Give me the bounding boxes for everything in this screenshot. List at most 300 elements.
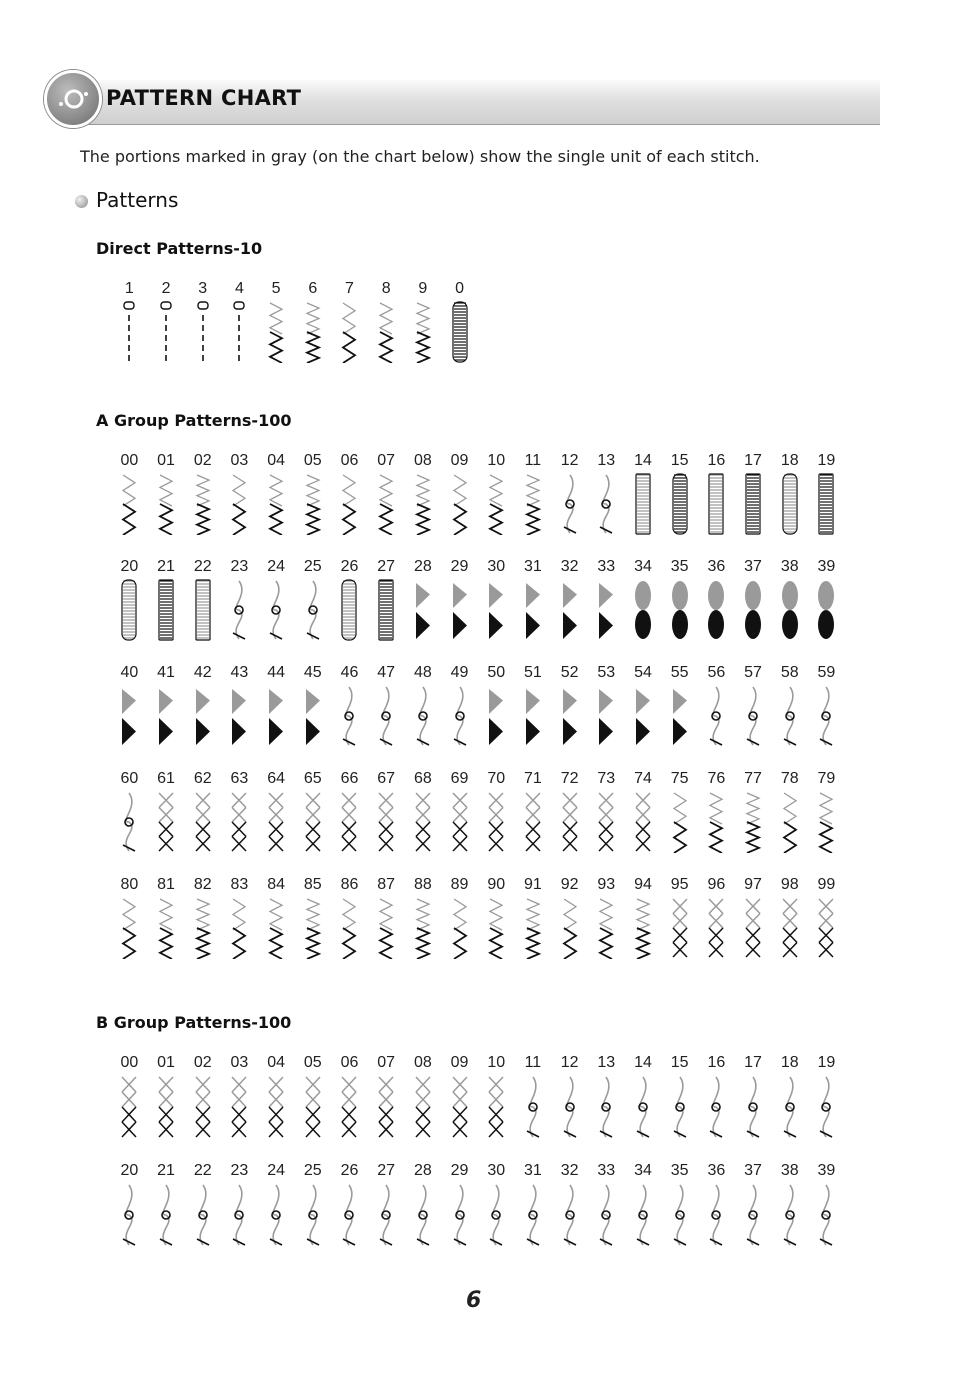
group-b-pattern-33 xyxy=(588,1161,625,1247)
stitch-pattern-icon xyxy=(775,789,805,853)
stitch-pattern-icon xyxy=(371,789,401,853)
stitch-pattern-icon xyxy=(701,1073,731,1139)
pattern-number: 51 xyxy=(524,664,542,681)
stitch-pattern-icon xyxy=(298,895,328,959)
group-b-pattern-30 xyxy=(478,1161,515,1247)
direct-pattern-2 xyxy=(148,279,185,363)
group-a-pattern-01 xyxy=(148,451,185,535)
pattern-number: 57 xyxy=(744,664,762,681)
pattern-number: 22 xyxy=(193,1162,212,1179)
group-b-pattern-28 xyxy=(405,1161,442,1247)
stitch-pattern-icon xyxy=(628,471,658,535)
stitch-pattern-icon xyxy=(738,577,768,641)
stitch-pattern-icon xyxy=(224,683,254,747)
group-a-pattern-96 xyxy=(698,875,735,959)
stitch-pattern-icon xyxy=(188,789,218,853)
pattern-number: 5 xyxy=(271,280,281,297)
pattern-number: 16 xyxy=(707,1054,726,1071)
stitch-pattern-icon xyxy=(445,789,475,853)
pattern-number: 45 xyxy=(303,664,322,681)
pattern-number: 01 xyxy=(157,452,175,469)
stitch-pattern-icon xyxy=(555,577,585,641)
group-b-pattern-18 xyxy=(771,1053,808,1139)
pattern-number: 30 xyxy=(487,558,506,575)
pattern-number: 59 xyxy=(817,664,836,681)
stitch-pattern-icon xyxy=(188,895,218,959)
stitch-pattern-icon xyxy=(371,577,401,641)
pattern-number: 8 xyxy=(381,280,391,297)
direct-pattern-5 xyxy=(258,279,295,363)
group-a-pattern-77 xyxy=(735,769,772,853)
pattern-number: 4 xyxy=(234,280,244,297)
group-a-pattern-64 xyxy=(258,769,295,853)
group-a-pattern-18 xyxy=(771,451,808,535)
pattern-number: 13 xyxy=(597,452,616,469)
group-a-pattern-47 xyxy=(368,663,405,747)
stitch-pattern-icon xyxy=(738,471,768,535)
stitch-pattern-icon xyxy=(811,789,841,853)
pattern-number: 70 xyxy=(487,770,506,787)
stitch-pattern-icon xyxy=(151,577,181,641)
pattern-number: 81 xyxy=(157,876,175,893)
stitch-pattern-icon xyxy=(628,1181,658,1247)
group-b-pattern-22 xyxy=(184,1161,221,1247)
stitch-pattern-icon xyxy=(518,1181,548,1247)
group-a-pattern-87 xyxy=(368,875,405,959)
pattern-number: 75 xyxy=(670,770,689,787)
pattern-number: 36 xyxy=(707,558,726,575)
group-a-pattern-46 xyxy=(331,663,368,747)
stitch-pattern-icon xyxy=(188,299,218,363)
stitch-pattern-icon xyxy=(555,1073,585,1139)
group-a-pattern-32 xyxy=(551,557,588,641)
pattern-number: 39 xyxy=(817,1162,836,1179)
stitch-pattern-icon xyxy=(738,683,768,747)
stitch-pattern-icon xyxy=(481,577,511,641)
group-a-pattern-16 xyxy=(698,451,735,535)
stitch-pattern-icon xyxy=(188,577,218,641)
stitch-pattern-icon xyxy=(334,789,364,853)
group-a-pattern-92 xyxy=(551,875,588,959)
pattern-number: 04 xyxy=(267,452,285,469)
group-a-pattern-34 xyxy=(625,557,662,641)
stitch-pattern-icon xyxy=(334,895,364,959)
pattern-number: 95 xyxy=(670,876,689,893)
group-a-pattern-93 xyxy=(588,875,625,959)
group-a-grid xyxy=(111,451,845,959)
stitch-pattern-icon xyxy=(114,471,144,535)
pattern-number: 91 xyxy=(524,876,542,893)
group-b-pattern-23 xyxy=(221,1161,258,1247)
stitch-pattern-icon xyxy=(701,895,731,959)
pattern-number: 37 xyxy=(744,558,762,575)
pattern-number: 21 xyxy=(157,558,175,575)
pattern-number: 96 xyxy=(707,876,726,893)
pattern-number: 25 xyxy=(303,558,322,575)
pattern-number: 89 xyxy=(450,876,469,893)
stitch-pattern-icon xyxy=(665,1073,695,1139)
pattern-number: 26 xyxy=(340,558,359,575)
stitch-pattern-icon xyxy=(701,471,731,535)
pattern-number: 22 xyxy=(193,558,212,575)
group-a-pattern-11 xyxy=(515,451,552,535)
stitch-pattern-icon xyxy=(408,789,438,853)
stitch-pattern-icon xyxy=(701,789,731,853)
group-a-pattern-68 xyxy=(405,769,442,853)
stitch-pattern-icon xyxy=(481,1073,511,1139)
pattern-number: 33 xyxy=(597,1162,616,1179)
stitch-pattern-icon xyxy=(701,683,731,747)
stitch-pattern-icon xyxy=(738,1073,768,1139)
pattern-number: 67 xyxy=(377,770,396,787)
group-a-pattern-69 xyxy=(441,769,478,853)
pattern-number: 32 xyxy=(560,1162,579,1179)
pattern-number: 23 xyxy=(230,1162,249,1179)
group-a-pattern-63 xyxy=(221,769,258,853)
pattern-number: 90 xyxy=(487,876,506,893)
group-b-pattern-29 xyxy=(441,1161,478,1247)
group-a-pattern-78 xyxy=(771,769,808,853)
pattern-number: 71 xyxy=(524,770,542,787)
stitch-pattern-icon xyxy=(628,895,658,959)
group-a-pattern-94 xyxy=(625,875,662,959)
group-a-pattern-85 xyxy=(294,875,331,959)
stitch-pattern-icon xyxy=(518,577,548,641)
group-a-pattern-13 xyxy=(588,451,625,535)
group-a-pattern-75 xyxy=(661,769,698,853)
stitch-pattern-icon xyxy=(738,895,768,959)
pattern-number: 06 xyxy=(340,452,359,469)
pattern-number: 41 xyxy=(157,664,175,681)
direct-pattern-0 xyxy=(441,279,478,363)
stitch-pattern-icon xyxy=(334,1073,364,1139)
group-b-pattern-06 xyxy=(331,1053,368,1139)
group-a-pattern-43 xyxy=(221,663,258,747)
group-b-pattern-16 xyxy=(698,1053,735,1139)
group-a-pattern-23 xyxy=(221,557,258,641)
stitch-pattern-icon xyxy=(555,895,585,959)
pattern-number: 34 xyxy=(634,558,652,575)
stitch-pattern-icon xyxy=(114,299,144,363)
group-b-pattern-02 xyxy=(184,1053,221,1139)
stitch-pattern-icon xyxy=(408,1073,438,1139)
pattern-number: 32 xyxy=(560,558,579,575)
stitch-pattern-icon xyxy=(408,577,438,641)
stitch-pattern-icon xyxy=(114,1181,144,1247)
pattern-number: 7 xyxy=(345,280,354,297)
pattern-number: 16 xyxy=(707,452,726,469)
group-a-pattern-37 xyxy=(735,557,772,641)
group-b-pattern-09 xyxy=(441,1053,478,1139)
intro-text: The portions marked in gray (on the chart below) show the single unit of each stitch. xyxy=(80,147,760,166)
pattern-number: 12 xyxy=(560,1054,579,1071)
section-title: Patterns xyxy=(96,188,179,212)
stitch-pattern-icon xyxy=(811,471,841,535)
group-a-pattern-09 xyxy=(441,451,478,535)
stitch-pattern-icon xyxy=(334,299,364,363)
pattern-number: 20 xyxy=(120,558,139,575)
group-a-pattern-05 xyxy=(294,451,331,535)
pattern-number: 54 xyxy=(634,664,652,681)
pattern-number: 82 xyxy=(193,876,212,893)
group-b-pattern-20 xyxy=(111,1161,148,1247)
group-b-pattern-17 xyxy=(735,1053,772,1139)
stitch-pattern-icon xyxy=(408,1181,438,1247)
group-b-pattern-21 xyxy=(148,1161,185,1247)
group-a-pattern-41 xyxy=(148,663,185,747)
pattern-number: 74 xyxy=(634,770,652,787)
group-a-pattern-33 xyxy=(588,557,625,641)
pattern-number: 93 xyxy=(597,876,616,893)
group-a-pattern-22 xyxy=(184,557,221,641)
group-a-pattern-07 xyxy=(368,451,405,535)
pattern-number: 46 xyxy=(340,664,359,681)
group-a-pattern-50 xyxy=(478,663,515,747)
stitch-pattern-icon xyxy=(665,683,695,747)
stitch-pattern-icon xyxy=(371,895,401,959)
group-a-pattern-90 xyxy=(478,875,515,959)
pattern-number: 24 xyxy=(267,1162,285,1179)
group-a-pattern-81 xyxy=(148,875,185,959)
stitch-pattern-icon xyxy=(224,895,254,959)
group-a-pattern-72 xyxy=(551,769,588,853)
group-a-pattern-83 xyxy=(221,875,258,959)
pattern-number: 05 xyxy=(303,452,322,469)
group-b-pattern-34 xyxy=(625,1161,662,1247)
pattern-number: 31 xyxy=(524,558,542,575)
pattern-number: 06 xyxy=(340,1054,359,1071)
stitch-pattern-icon xyxy=(224,1181,254,1247)
pattern-number: 79 xyxy=(817,770,836,787)
group-a-pattern-60 xyxy=(111,769,148,853)
pattern-number: 31 xyxy=(524,1162,542,1179)
pattern-number: 6 xyxy=(308,280,318,297)
stitch-pattern-icon xyxy=(371,1073,401,1139)
group-b-pattern-31 xyxy=(515,1161,552,1247)
pattern-number: 23 xyxy=(230,558,249,575)
stitch-pattern-icon xyxy=(555,1181,585,1247)
stitch-pattern-icon xyxy=(555,683,585,747)
group-a-pattern-03 xyxy=(221,451,258,535)
pattern-number: 84 xyxy=(267,876,285,893)
group-a-pattern-49 xyxy=(441,663,478,747)
group-a-pattern-71 xyxy=(515,769,552,853)
pattern-number: 64 xyxy=(267,770,285,787)
stitch-pattern-icon xyxy=(151,299,181,363)
stitch-pattern-icon xyxy=(481,789,511,853)
pattern-number: 11 xyxy=(524,452,542,469)
pattern-number: 12 xyxy=(560,452,579,469)
stitch-pattern-icon xyxy=(775,1181,805,1247)
stitch-pattern-icon xyxy=(665,1181,695,1247)
stitch-pattern-icon xyxy=(408,299,438,363)
pattern-number: 50 xyxy=(487,664,506,681)
stitch-pattern-icon xyxy=(445,895,475,959)
stitch-pattern-icon xyxy=(445,299,475,363)
group-a-pattern-58 xyxy=(771,663,808,747)
stitch-pattern-icon xyxy=(261,1181,291,1247)
group-b-pattern-04 xyxy=(258,1053,295,1139)
pattern-number: 0 xyxy=(455,280,464,297)
pattern-number: 78 xyxy=(780,770,799,787)
pattern-number: 86 xyxy=(340,876,359,893)
direct-pattern-6 xyxy=(294,279,331,363)
group-a-pattern-12 xyxy=(551,451,588,535)
stitch-pattern-icon xyxy=(114,1073,144,1139)
group-b-pattern-36 xyxy=(698,1161,735,1247)
group-a-pattern-56 xyxy=(698,663,735,747)
pattern-number: 17 xyxy=(744,1054,762,1071)
pattern-number: 08 xyxy=(413,1054,432,1071)
stitch-pattern-icon xyxy=(701,1181,731,1247)
page-title: PATTERN CHART xyxy=(106,86,302,110)
pattern-number: 28 xyxy=(413,558,432,575)
stitch-pattern-icon xyxy=(665,471,695,535)
pattern-number: 09 xyxy=(450,452,469,469)
stitch-pattern-icon xyxy=(665,789,695,853)
group-b-pattern-27 xyxy=(368,1161,405,1247)
stitch-pattern-icon xyxy=(701,577,731,641)
stitch-pattern-icon xyxy=(445,577,475,641)
stitch-pattern-icon xyxy=(408,683,438,747)
group-a-pattern-48 xyxy=(405,663,442,747)
stitch-pattern-icon xyxy=(224,471,254,535)
pattern-number: 9 xyxy=(418,280,428,297)
pattern-number: 33 xyxy=(597,558,616,575)
group-b-pattern-26 xyxy=(331,1161,368,1247)
group-a-pattern-97 xyxy=(735,875,772,959)
pattern-number: 63 xyxy=(230,770,249,787)
stitch-pattern-icon xyxy=(738,789,768,853)
pattern-number: 62 xyxy=(193,770,212,787)
stitch-pattern-icon xyxy=(738,1181,768,1247)
pattern-number: 88 xyxy=(413,876,432,893)
stitch-pattern-icon xyxy=(261,683,291,747)
group-a-pattern-20 xyxy=(111,557,148,641)
pattern-number: 68 xyxy=(413,770,432,787)
group-a-pattern-10 xyxy=(478,451,515,535)
group-a-pattern-25 xyxy=(294,557,331,641)
stitch-pattern-icon xyxy=(114,789,144,853)
group-a-pattern-76 xyxy=(698,769,735,853)
pattern-number: 94 xyxy=(634,876,652,893)
group-a-pattern-88 xyxy=(405,875,442,959)
pattern-number: 37 xyxy=(744,1162,762,1179)
pattern-number: 43 xyxy=(230,664,249,681)
group-a-pattern-14 xyxy=(625,451,662,535)
stitch-pattern-icon xyxy=(481,1181,511,1247)
stitch-pattern-icon xyxy=(298,789,328,853)
group-a-pattern-29 xyxy=(441,557,478,641)
stitch-pattern-icon xyxy=(628,789,658,853)
direct-patterns-title: Direct Patterns-10 xyxy=(96,239,263,258)
pattern-number: 14 xyxy=(634,452,652,469)
stitch-pattern-icon xyxy=(261,789,291,853)
pattern-number: 1 xyxy=(124,280,134,297)
stitch-pattern-icon xyxy=(591,683,621,747)
pattern-number: 92 xyxy=(560,876,579,893)
pattern-number: 10 xyxy=(487,1054,506,1071)
stitch-pattern-icon xyxy=(151,789,181,853)
pattern-number: 01 xyxy=(157,1054,175,1071)
group-b-pattern-24 xyxy=(258,1161,295,1247)
pattern-number: 49 xyxy=(450,664,469,681)
stitch-pattern-icon xyxy=(371,471,401,535)
stitch-pattern-icon xyxy=(151,1181,181,1247)
stitch-pattern-icon xyxy=(224,789,254,853)
group-a-pattern-59 xyxy=(808,663,845,747)
stitch-pattern-icon xyxy=(334,683,364,747)
group-a-pattern-15 xyxy=(661,451,698,535)
stitch-pattern-icon xyxy=(811,895,841,959)
group-a-pattern-61 xyxy=(148,769,185,853)
group-a-pattern-99 xyxy=(808,875,845,959)
group-a-pattern-66 xyxy=(331,769,368,853)
group-a-pattern-42 xyxy=(184,663,221,747)
stitch-pattern-icon xyxy=(445,1073,475,1139)
pattern-number: 35 xyxy=(670,558,689,575)
stitch-pattern-icon xyxy=(114,895,144,959)
pattern-number: 24 xyxy=(267,558,285,575)
stitch-pattern-icon xyxy=(481,683,511,747)
stitch-pattern-icon xyxy=(481,895,511,959)
pattern-number: 34 xyxy=(634,1162,652,1179)
pattern-number: 05 xyxy=(303,1054,322,1071)
pattern-number: 98 xyxy=(780,876,799,893)
direct-pattern-8 xyxy=(368,279,405,363)
stitch-pattern-icon xyxy=(298,1073,328,1139)
page-number: 6 xyxy=(466,1288,482,1313)
pattern-number: 38 xyxy=(780,558,799,575)
pattern-number: 38 xyxy=(780,1162,799,1179)
direct-pattern-3 xyxy=(184,279,221,363)
direct-pattern-4 xyxy=(221,279,258,363)
group-b-pattern-12 xyxy=(551,1053,588,1139)
pattern-number: 18 xyxy=(780,452,799,469)
stitch-pattern-icon xyxy=(371,683,401,747)
stitch-pattern-icon xyxy=(445,1181,475,1247)
direct-pattern-9 xyxy=(405,279,442,363)
pattern-number: 00 xyxy=(120,452,139,469)
pattern-number: 14 xyxy=(634,1054,652,1071)
stitch-pattern-icon xyxy=(334,577,364,641)
stitch-pattern-icon xyxy=(188,1073,218,1139)
group-a-title: A Group Patterns-100 xyxy=(96,411,292,430)
group-b-pattern-15 xyxy=(661,1053,698,1139)
stitch-pattern-icon xyxy=(591,789,621,853)
pattern-number: 47 xyxy=(377,664,396,681)
stitch-pattern-icon xyxy=(188,1181,218,1247)
pattern-number: 56 xyxy=(707,664,726,681)
stitch-pattern-icon xyxy=(445,683,475,747)
group-b-pattern-35 xyxy=(661,1161,698,1247)
pattern-number: 60 xyxy=(120,770,139,787)
group-a-pattern-27 xyxy=(368,557,405,641)
group-b-title: B Group Patterns-100 xyxy=(96,1013,292,1032)
stitch-pattern-icon xyxy=(151,1073,181,1139)
pattern-number: 72 xyxy=(560,770,579,787)
group-a-pattern-44 xyxy=(258,663,295,747)
pattern-number: 65 xyxy=(303,770,322,787)
group-a-pattern-91 xyxy=(515,875,552,959)
pattern-number: 02 xyxy=(193,452,212,469)
pattern-number: 97 xyxy=(744,876,762,893)
pattern-number: 61 xyxy=(157,770,175,787)
group-a-pattern-98 xyxy=(771,875,808,959)
stitch-pattern-icon xyxy=(811,683,841,747)
pattern-number: 04 xyxy=(267,1054,285,1071)
group-b-pattern-38 xyxy=(771,1161,808,1247)
